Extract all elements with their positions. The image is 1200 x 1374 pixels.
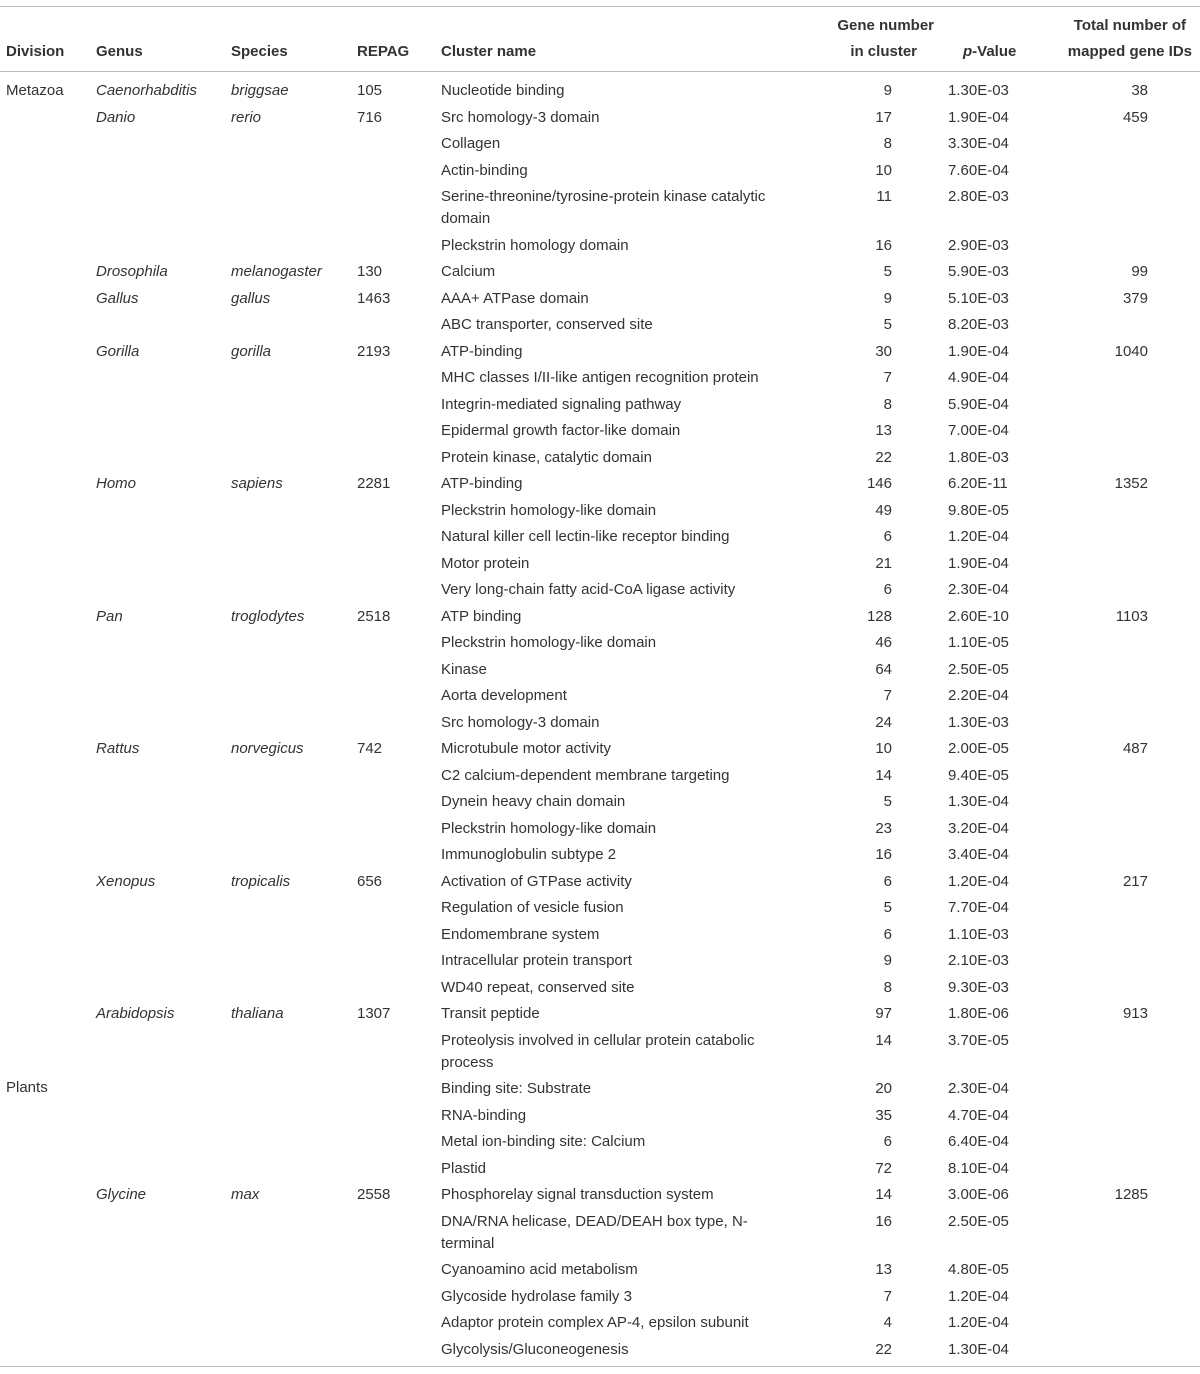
table-row [0,1129,1200,1156]
table-row [0,1076,1200,1103]
cell-species: gorilla [231,342,272,360]
cell-count: 7 [883,687,892,705]
cell-count: 5 [883,793,892,811]
cell-genus: Drosophila [96,263,168,281]
cell-count: 8 [883,395,892,413]
cell-count: 16 [875,846,892,864]
header-repag: REPAG [357,43,410,60]
cell-name: Actin-binding [441,161,528,179]
cell-pvalue: 7.60E-04 [948,161,1009,179]
cell-count: 11 [876,188,892,205]
cell-genus: Caenorhabditis [96,82,197,99]
cell-name: Protein kinase, catalytic domain [441,448,652,466]
cell-pvalue: 6.40E-04 [948,1133,1009,1151]
header-cluster-name: Cluster name [441,43,537,60]
cell-count: 17 [875,108,892,126]
cell-pvalue: 1.80E-03 [948,448,1009,466]
cell-pvalue: 1.90E-04 [948,554,1009,572]
cell-total: 38 [1131,82,1148,99]
cell-pvalue: 8.20E-03 [948,316,1009,334]
cell-pvalue: 5.90E-04 [948,395,1009,413]
cell-count: 4 [883,1314,892,1332]
cell-genus: Pan [96,607,123,625]
table-row [0,736,1200,763]
cell-name: Phosphorelay signal transduction system [441,1186,714,1204]
cell-name: Serine-threonine/tyrosine-protein kinase catalytic domain [441,188,766,227]
table-row [0,1103,1200,1130]
cell-species: tropicalis [231,872,291,890]
cell-name: Motor protein [441,554,530,572]
cell-pvalue: 2.50E-05 [948,660,1009,678]
table-row [0,418,1200,445]
cell-count: 5 [883,899,892,917]
table-row [0,184,1200,233]
cell-name: DNA/RNA helicase, DEAD/DEAH box type, N-terminal [441,1212,748,1252]
division-plants: Plants [6,1079,48,1096]
cell-name: Very long-chain fatty acid-CoA ligase activity [441,581,736,599]
cell-repag: 2558 [357,1186,391,1204]
header-pvalue-rest: -Value [972,43,1017,60]
cell-name: Microtubule motor activity [441,740,612,758]
cell-count: 30 [875,342,892,360]
cell-pvalue: 7.00E-04 [948,422,1009,440]
cell-repag: 130 [357,263,383,281]
cell-count: 7 [883,369,892,387]
table-row [0,1257,1200,1284]
cell-name: Epidermal growth factor-like domain [441,422,681,440]
table-row [0,922,1200,949]
cell-count: 72 [875,1159,892,1177]
header-genus: Genus [96,43,143,60]
table-row [0,630,1200,657]
table-row [0,1310,1200,1337]
cell-total: 1040 [1114,342,1148,360]
cell-total: 487 [1122,740,1148,758]
header-gene-number-line1: Gene number [837,17,934,34]
cell-pvalue: 3.70E-05 [948,1031,1009,1049]
cell-species: briggsae [231,82,289,99]
table-row [0,683,1200,710]
table-row [0,259,1200,286]
cell-pvalue: 2.30E-04 [948,1080,1009,1098]
cell-pvalue: 1.30E-03 [948,82,1009,99]
cell-count: 10 [875,740,892,758]
table-row [0,233,1200,260]
cell-count: 6 [883,528,892,546]
cell-name: Collagen [441,135,501,152]
cell-name: AAA+ ATPase domain [441,289,589,307]
cell-repag: 656 [357,872,383,890]
cell-count: 6 [883,925,892,943]
table-row [0,158,1200,185]
cell-count: 5 [883,316,892,334]
table-row [0,445,1200,472]
table-row [0,710,1200,737]
cell-species: norvegicus [231,740,304,758]
cell-genus: Danio [96,108,136,126]
cell-pvalue: 1.20E-04 [948,1287,1009,1305]
cell-pvalue: 1.30E-04 [948,793,1009,811]
cell-pvalue: 1.30E-03 [948,713,1009,731]
cell-name: RNA-binding [441,1106,527,1124]
table-row [0,842,1200,869]
cell-name: Binding site: Substrate [441,1080,592,1098]
header-pvalue-p: p [963,43,973,60]
table-row [0,78,1200,105]
cell-name: Intracellular protein transport [441,952,632,970]
cell-name: Proteolysis involved in cellular protein catabolic process [441,1031,755,1071]
table-row [0,763,1200,790]
cell-count: 9 [883,289,892,307]
cell-name: Calcium [441,263,496,281]
cell-count: 7 [883,1287,892,1305]
cell-count: 128 [866,607,892,625]
header-species: Species [231,43,288,60]
cell-pvalue: 6.20E-11 [948,475,1008,493]
cell-genus: Homo [96,475,137,493]
cell-count: 8 [883,978,892,996]
table-row [0,789,1200,816]
table-body [0,78,1200,1363]
cell-name: Kinase [441,660,487,678]
cell-name: Pleckstrin homology-like domain [441,819,657,837]
cell-pvalue: 2.30E-04 [948,581,1009,599]
cell-genus: Gallus [96,289,139,307]
cell-name: ATP binding [441,607,522,625]
cell-count: 6 [883,872,892,890]
cell-name: Src homology-3 domain [441,713,600,731]
table-row [0,392,1200,419]
cell-name: Natural killer cell lectin-like receptor binding [441,528,730,546]
cell-genus: Gorilla [96,342,140,360]
cell-count: 49 [875,501,892,519]
cell-count: 16 [875,1212,892,1230]
cell-name: WD40 repeat, conserved site [441,978,635,996]
cell-count: 24 [875,713,892,731]
cell-genus: Arabidopsis [96,1005,175,1023]
cell-pvalue: 7.70E-04 [948,899,1009,917]
cell-total: 1103 [1115,607,1148,625]
cell-pvalue: 3.00E-06 [948,1186,1009,1204]
cell-name: MHC classes I/II-like antigen recognition protein [441,369,759,387]
cell-repag: 1463 [357,289,391,307]
table-row [0,895,1200,922]
cell-species: thaliana [231,1005,284,1023]
cell-name: Adaptor protein complex AP-4, epsilon subunit [441,1314,749,1332]
cell-count: 146 [866,475,892,493]
table-row [0,1001,1200,1028]
cell-name: Dynein heavy chain domain [441,793,626,811]
cell-genus: Glycine [96,1186,147,1204]
cell-repag: 2193 [357,342,391,360]
cell-name: Pleckstrin homology domain [441,236,629,254]
cell-count: 14 [875,1031,892,1049]
table-row [0,365,1200,392]
table-row [0,1156,1200,1183]
table-row [0,339,1200,366]
cell-pvalue: 2.20E-04 [948,687,1009,705]
cell-repag: 105 [357,82,383,99]
cell-name: Pleckstrin homology-like domain [441,501,657,519]
cell-pvalue: 3.30E-04 [948,135,1009,152]
cell-count: 13 [875,422,892,440]
cell-pvalue: 2.60E-10 [948,607,1009,625]
cell-name: Glycolysis/Gluconeogenesis [441,1340,629,1358]
cell-genus: Rattus [96,740,140,758]
cell-count: 13 [875,1261,892,1279]
cell-pvalue: 3.40E-04 [948,846,1009,864]
cell-name: Metal ion-binding site: Calcium [441,1133,646,1151]
cell-repag: 742 [357,740,383,758]
cell-name: Transit peptide [441,1005,540,1023]
cell-species: max [231,1186,260,1204]
cell-pvalue: 1.20E-04 [948,872,1009,890]
cell-pvalue: 2.00E-05 [948,740,1009,758]
table-row [0,105,1200,132]
cell-pvalue: 4.80E-05 [948,1261,1009,1279]
table-row [0,524,1200,551]
table-row [0,869,1200,896]
cell-pvalue: 1.30E-04 [948,1340,1009,1358]
cell-count: 22 [875,1340,892,1358]
cell-species: rerio [231,108,262,126]
cell-pvalue: 2.80E-03 [948,188,1009,205]
cell-pvalue: 1.90E-04 [948,108,1009,126]
cell-species: sapiens [231,475,283,493]
header-total-line1: Total number of [1073,17,1186,34]
cell-repag: 716 [357,108,383,126]
table-row [0,471,1200,498]
cell-pvalue: 9.40E-05 [948,766,1009,784]
header-pvalue [963,41,1016,63]
cell-count: 16 [875,236,892,254]
cell-count: 64 [875,660,892,678]
cell-name: Endomembrane system [441,925,600,943]
cell-name: ATP-binding [441,342,523,360]
cell-total: 379 [1122,289,1148,307]
cell-count: 6 [883,581,892,599]
cell-name: ATP-binding [441,475,523,493]
cell-pvalue: 1.90E-04 [948,342,1009,360]
cell-count: 23 [875,819,892,837]
table-row [0,131,1200,158]
header-total-line2: mapped gene IDs [1067,43,1192,60]
table-row [0,1284,1200,1311]
cell-count: 10 [875,161,892,179]
cell-name: Nucleotide binding [441,82,565,99]
table-row [0,604,1200,631]
cell-pvalue: 1.10E-03 [948,925,1009,943]
cell-name: Plastid [441,1159,487,1177]
cell-count: 46 [875,634,892,652]
table-row [0,1337,1200,1364]
cell-pvalue: 8.10E-04 [948,1159,1009,1177]
cell-name: Integrin-mediated signaling pathway [441,395,682,413]
cell-name: Cyanoamino acid metabolism [441,1261,638,1279]
cell-pvalue: 2.50E-05 [948,1212,1009,1230]
cell-count: 9 [883,82,892,99]
cell-pvalue: 2.90E-03 [948,236,1009,254]
cell-total: 913 [1122,1005,1148,1023]
cell-name: Glycoside hydrolase family 3 [441,1287,632,1305]
cell-pvalue: 9.30E-03 [948,978,1009,996]
cell-pvalue: 1.20E-04 [948,1314,1009,1332]
cell-repag: 2518 [357,607,391,625]
cell-name: Immunoglobulin subtype 2 [441,846,617,864]
cell-name: Regulation of vesicle fusion [441,899,624,917]
cell-name: C2 calcium-dependent membrane targeting [441,766,730,784]
table-row [0,1209,1200,1258]
table-row [0,498,1200,525]
cell-pvalue: 4.90E-04 [948,369,1009,387]
table-row [0,1182,1200,1209]
cell-species: melanogaster [231,263,322,281]
cell-name: ABC transporter, conserved site [441,316,653,334]
cell-repag: 2281 [357,475,391,493]
cell-total: 99 [1131,263,1148,281]
table-row [0,1028,1200,1077]
cell-pvalue: 2.10E-03 [948,952,1009,970]
cell-count: 97 [875,1005,892,1023]
cell-count: 20 [875,1080,892,1098]
table-row [0,948,1200,975]
cell-count: 6 [883,1133,892,1151]
table-row [0,975,1200,1002]
cell-species: troglodytes [231,607,305,625]
cell-count: 14 [875,766,892,784]
cell-total: 459 [1122,108,1148,126]
table-row [0,657,1200,684]
cell-genus: Xenopus [96,872,156,890]
cell-name: Activation of GTPase activity [441,872,632,890]
table-row [0,577,1200,604]
table-row [0,551,1200,578]
cell-species: gallus [231,289,271,307]
table-row [0,286,1200,313]
header-division: Division [6,43,65,60]
cell-count: 5 [883,263,892,281]
cell-count: 22 [875,448,892,466]
cell-count: 14 [875,1186,892,1204]
table-row [0,312,1200,339]
division-metazoa: Metazoa [6,82,64,99]
cell-count: 8 [883,135,892,152]
table-row [0,816,1200,843]
cell-name: Aorta development [441,687,567,705]
cell-count: 21 [875,554,892,572]
cell-count: 9 [883,952,892,970]
cell-total: 1352 [1114,475,1148,493]
cell-total: 217 [1122,872,1148,890]
cell-total: 1285 [1114,1186,1148,1204]
cell-pvalue: 1.80E-06 [948,1005,1009,1023]
table-bottom-rule [0,1366,1200,1367]
table-header [0,6,1200,72]
cell-pvalue: 5.90E-03 [948,263,1009,281]
cell-pvalue: 5.10E-03 [948,289,1009,307]
cell-name: Pleckstrin homology-like domain [441,634,657,652]
cell-pvalue: 4.70E-04 [948,1106,1009,1124]
cell-pvalue: 1.10E-05 [948,634,1009,652]
header-gene-number-line2: in cluster [850,43,917,60]
cell-pvalue: 9.80E-05 [948,501,1009,519]
cell-pvalue: 3.20E-04 [948,819,1009,837]
cell-repag: 1307 [357,1005,391,1023]
cell-count: 35 [875,1106,892,1124]
cell-pvalue: 1.20E-04 [948,528,1009,546]
cell-name: Src homology-3 domain [441,108,600,126]
